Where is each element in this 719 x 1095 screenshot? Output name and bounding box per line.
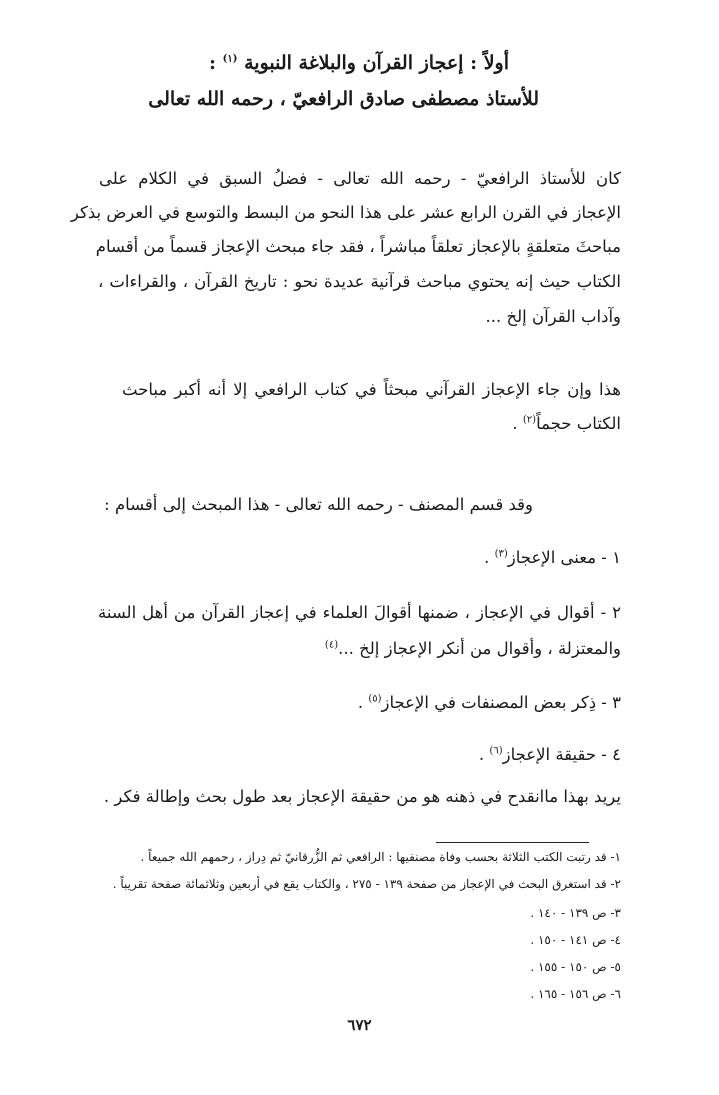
list-item-1 (484, 545, 621, 571)
paragraph-2-line-2 (512, 411, 621, 437)
section-heading-text: أولاً : إعجاز القرآن والبلاغة النبوية (244, 52, 509, 74)
list-item-3-text: ٣ - ذِكر بعض المصنفات في الإعجاز (381, 693, 621, 712)
footnote-divider (436, 842, 589, 843)
list-item-1-end: . (484, 548, 495, 567)
list-item-3 (358, 690, 621, 716)
section-heading (189, 52, 529, 74)
closing-sentence: يريد بهذا ماانقدح في ذهنه هو من حقيقة الإعجاز بعد طول بحث وإطالة فكر . (103, 787, 621, 806)
list-item-3-end: . (357, 693, 369, 712)
footnote-1: ١- قد رتبت الكتب الثلاثة بحسب وفاة مصنفيها : الرافعي ثم الزُّرقانيّ ثم دِراز ، رحمهم الله جميعاً . (140, 850, 621, 864)
list-item-1-text: ١ - معنى الإعجاز (507, 548, 621, 567)
paragraph-1-line-5: وآداب القرآن إلخ ... (485, 307, 621, 326)
list-item-4 (479, 742, 621, 768)
list-item-2-line-2 (325, 636, 621, 662)
footnote-marker-4: (٤) (324, 639, 339, 651)
paragraph-2-line-1: هذا وإن جاء الإعجاز القرآني مبحثاً في كتاب الرافعي إلا أنه أكبر مباحث (122, 380, 621, 399)
paragraph-1-line-1: كان للأستاذ الرافعيّ - رحمه الله تعالى - فضلُ السبق في الكلام على (99, 169, 621, 188)
paragraph-2-line-2-end: . (512, 414, 523, 433)
division-intro: وقد قسم المصنف - رحمه الله تعالى - هذا المبحث إلى أقسام : (104, 495, 533, 514)
paragraph-1-line-3: مباحثَ متعلقةٍ بالإعجاز تعلقاً مباشراً ، فقد جاء مبحث الإعجاز قسماً من أقسام (95, 237, 621, 256)
footnote-marker-2: (٢) (522, 414, 537, 426)
footnote-5: ٥- ص ١٥٠ - ١٥٥ . (530, 960, 621, 974)
footnote-marker-1: (١) (222, 53, 238, 65)
page-number: ٦٧٢ (347, 1016, 372, 1034)
footnote-2: ٢- قد استغرق البحث في الإعجاز من صفحة ١٣٩ - ٢٧٥ ، والكتاب يقع في أربعين وثلاثمائة صفحة تقريباً . (112, 877, 621, 891)
footnote-marker-5: (٥) (368, 693, 382, 705)
footnote-marker-3: (٣) (494, 548, 508, 560)
list-item-4-end: . (478, 745, 490, 764)
footnote-marker-6: (٦) (489, 745, 503, 757)
paragraph-2-line-2-text: الكتاب حجماً (536, 414, 621, 433)
footnote-4: ٤- ص ١٤١ - ١٥٠ . (530, 933, 621, 947)
paragraph-1-line-4: الكتاب حيث إنه يحتوي مباحث قرآنية عديدة نحو : تاريخ القرآن ، والقراءات ، (98, 272, 621, 291)
author-subheading: للأستاذ مصطفى صادق الرافعيّ ، رحمه الله تعالى (148, 88, 539, 110)
list-item-2-line-2-text: والمعتزلة ، وأقوال من أنكر الإعجاز إلخ ... (338, 639, 621, 658)
paragraph-1-line-2: الإعجاز في القرن الرابع عشر على هذا النحو من البسط والتوسع في العرض بذكر (70, 203, 621, 222)
list-item-2-line-1: ٢ - أقوال في الإعجاز ، ضمنها أقوالَ العلماء في إعجاز القرآن من أهل السنة (98, 603, 621, 622)
footnote-3: ٣- ص ١٣٩ - ١٤٠ . (530, 906, 621, 920)
footnote-6: ٦- ص ١٥٦ - ١٦٥ . (530, 987, 621, 1001)
section-heading-colon: : (209, 52, 217, 74)
list-item-4-text: ٤ - حقيقة الإعجاز (502, 745, 621, 764)
